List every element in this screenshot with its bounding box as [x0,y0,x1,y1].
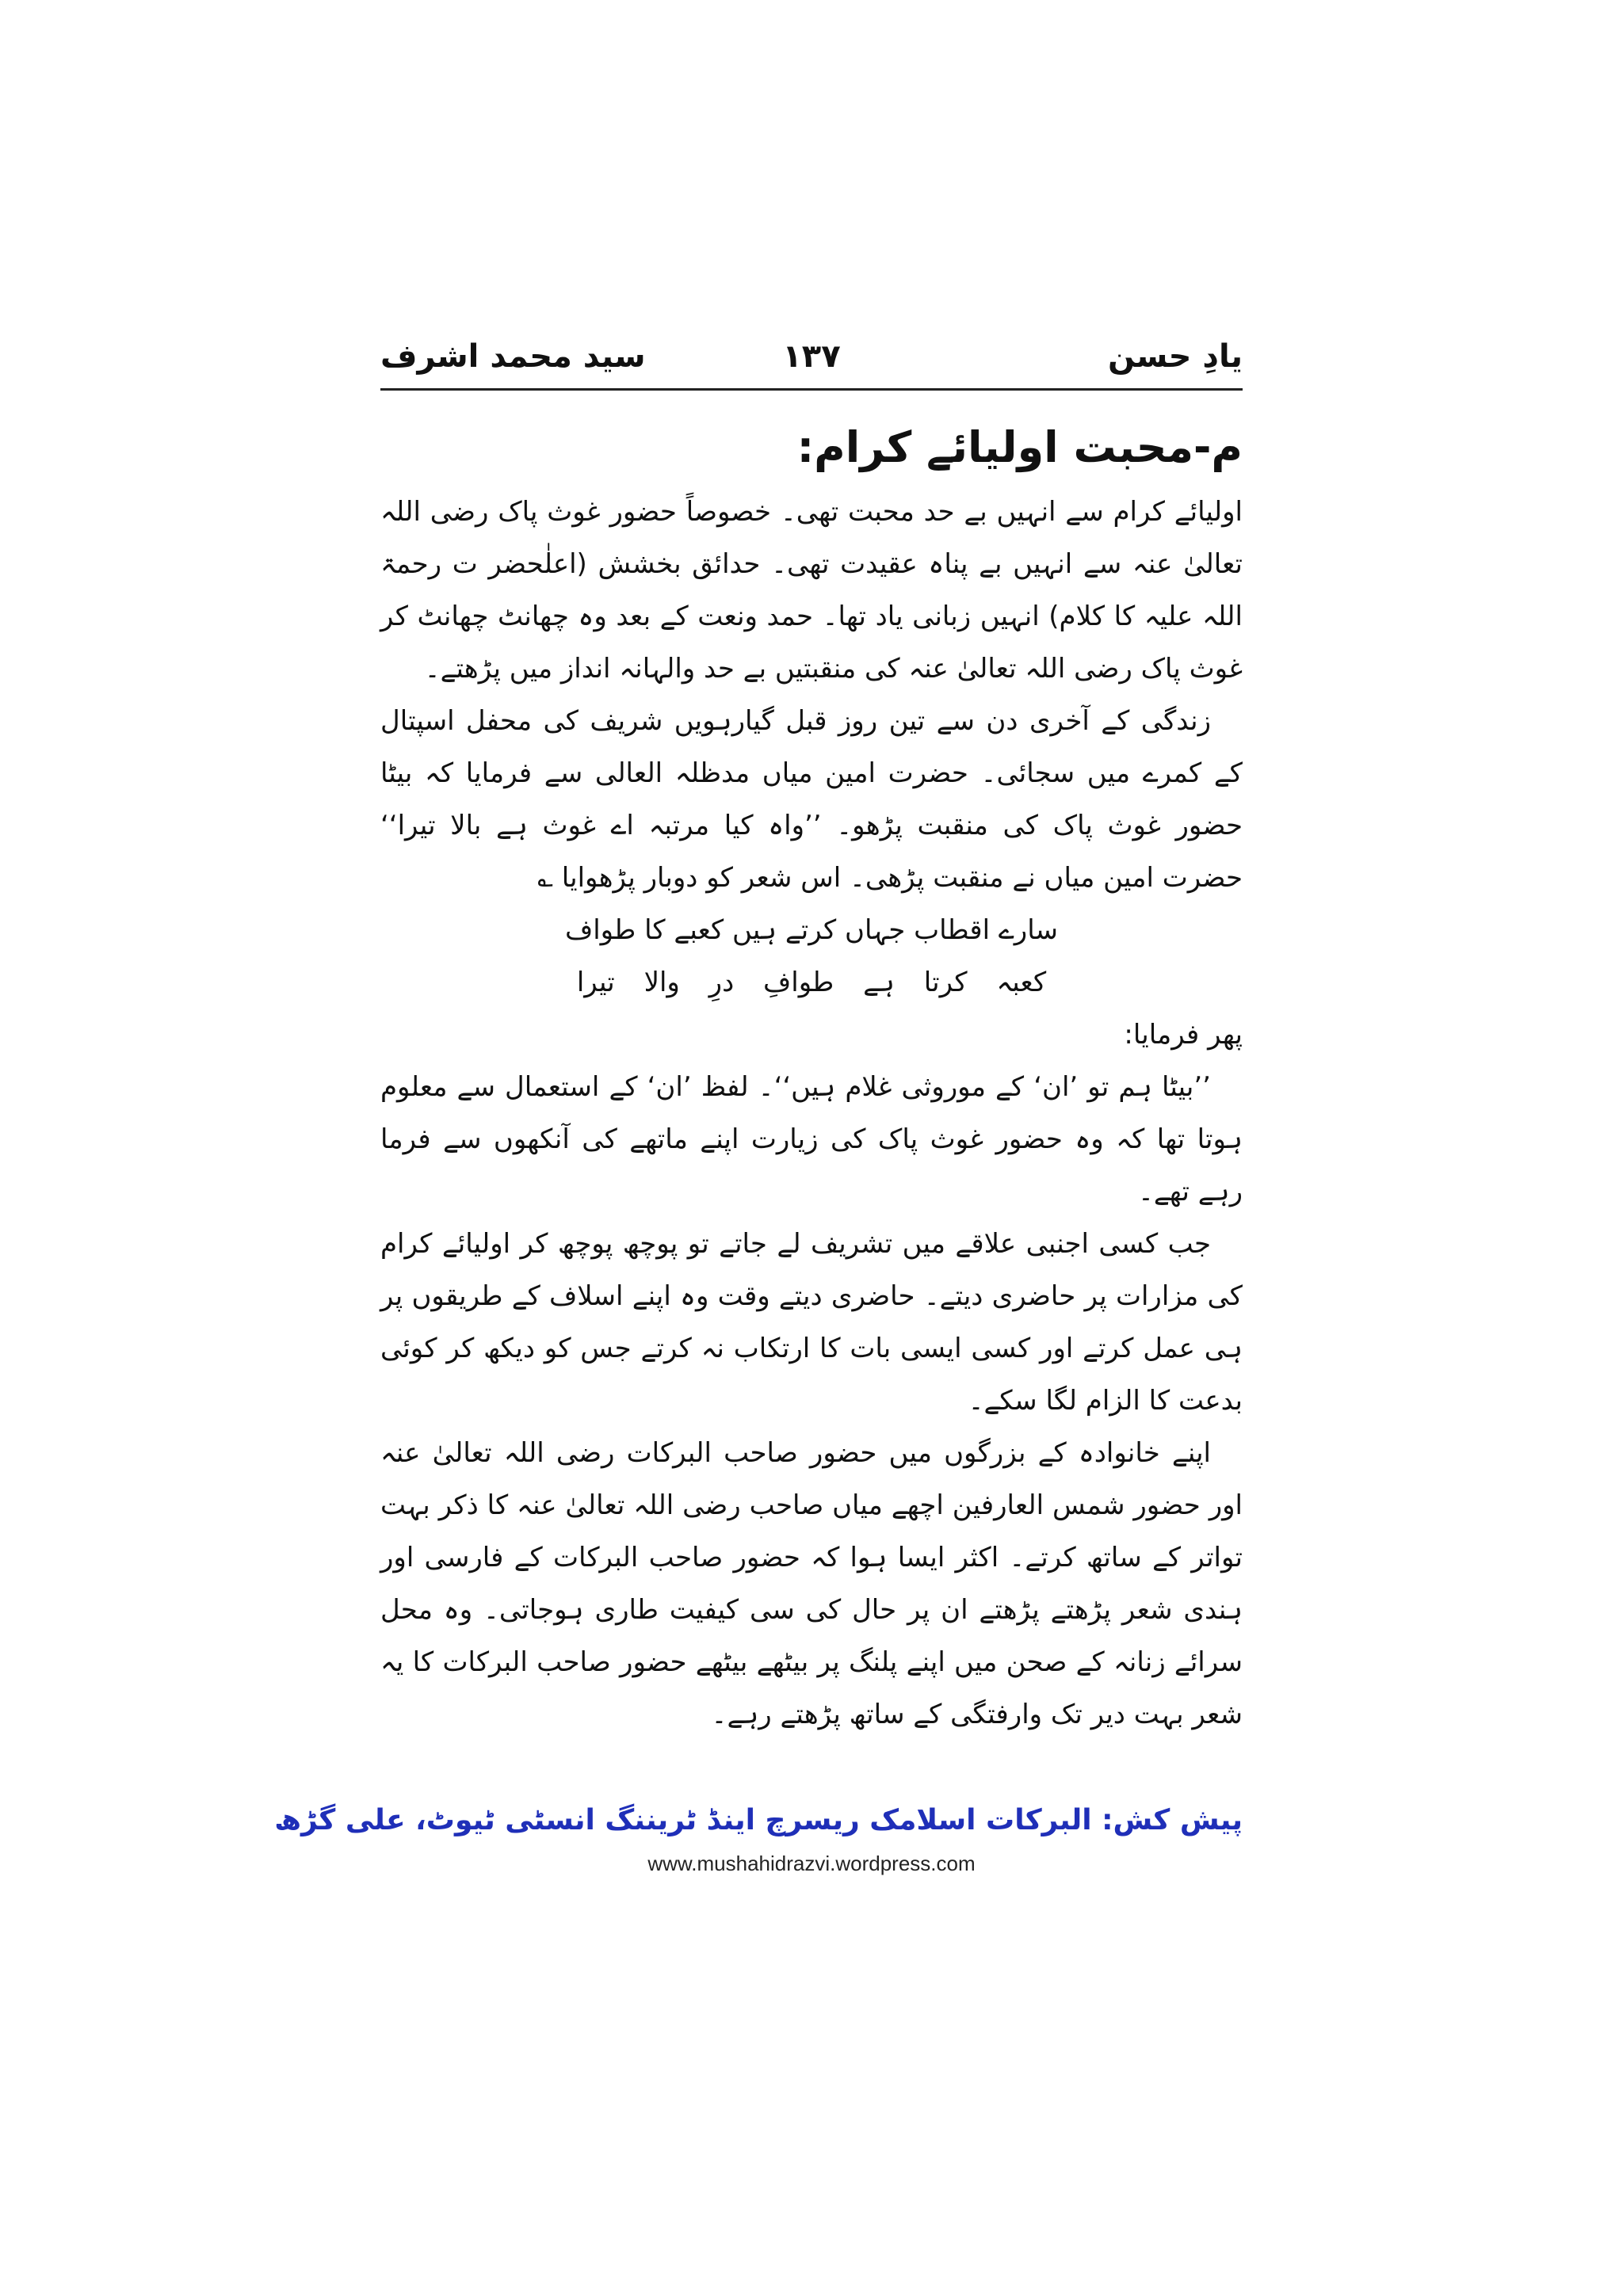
author-name: سید محمد اشرف [380,338,646,375]
verse-couplet [380,904,1243,1009]
paragraph-2: زندگی کے آخری دن سے تین روز قبل گیارہویں شریف کی محفل اسپتال کے کمرے میں سجائی۔ حضرت امین میاں مدظلہ العالی سے فرمایا کہ بیٹا حضور غوث پاک کی منقبت پڑھو۔ ’’واہ کیا مرتبہ اے غوث ہے بالا تیرا‘‘ حضرت امین میاں نے منقبت پڑھی۔ اس شعر کو دوبار پڑھوایا ؎ [380,705,1243,894]
verse-line-1: سارے اقطاب جہاں کرتے ہیں کعبے کا طواف [564,914,1059,946]
paragraph-5: اپنے خانوادہ کے بزرگوں میں حضور صاحب البرکات رضی اللہ تعالیٰ عنہ اور حضور شمس العارفین اچھے میاں صاحب رضی اللہ تعالیٰ عنہ کا ذکر بہت تواتر کے ساتھ کرتے۔ اکثر ایسا ہوا کہ حضور صاحب البرکات کے فارسی اور ہندی شعر پڑھتے پڑھتے ان پر حال کی سی کیفیت طاری ہوجاتی۔ وہ محل سرائے زنانہ کے صحن میں اپنے پلنگ پر بیٹھے بیٹھے حضور صاحب البرکات کا یہ شعر بہت دیر تک وارفتگی کے ساتھ پڑھتے رہے۔ [380,1437,1243,1730]
page-number: ۱۳۷ [782,338,841,375]
website-url: www.mushahidrazvi.wordpress.com [647,1852,976,1875]
book-title: یادِ حسن [1107,338,1243,375]
publisher-credit: پیش کش: البرکات اسلامک ریسرچ اینڈ ٹریننگ انسٹی ٹیوٹ، علی گڑھ [274,1804,1243,1836]
paragraph-4: جب کسی اجنبی علاقے میں تشریف لے جاتے تو پوچھ پوچھ کر اولیائے کرام کی مزارات پر حاضری دیتے۔ حاضری دیتے وقت وہ اپنے اسلاف کے طریقوں پر ہی عمل کرتے اور کسی ایسی بات کا ارتکاب نہ کرتے جس کو دیکھ کر کوئی بدعت کا الزام لگا سکے۔ [380,1228,1243,1417]
section-heading: م-محبت اولیائے کرام: [796,422,1243,472]
body-text [380,416,1243,1741]
then-said-label: پھر فرمایا: [1124,1019,1243,1051]
header-rule [380,388,1243,391]
running-header [380,333,1243,380]
paragraph-3: ’’بیٹا ہم تو ’ان‘ کے موروثی غلام ہیں‘‘۔ لفظ ’ان‘ کے استعمال سے معلوم ہوتا تھا کہ وہ حضور غوث پاک کی زیارت اپنے ماتھے کی آنکھوں سے فرما رہے تھے۔ [380,1071,1243,1207]
paragraph-1: اولیائے کرام سے انہیں بے حد محبت تھی۔ خصوصاً حضور غوث پاک رضی اللہ تعالیٰ عنہ سے انہیں بے پناہ عقیدت تھی۔ حدائق بخشش (اعلٰحضر ت رحمۃ اللہ علیہ کا کلام) انہیں زبانی یاد تھا۔ حمد ونعت کے بعد وہ چھانٹ چھانٹ کر غوث پاک رضی اللہ تعالیٰ عنہ کی منقبتیں بے حد والہانہ انداز میں پڑھتے۔ [380,496,1243,685]
verse-line-2: کعبہ کرتا ہے طوافِ درِ والا تیرا [576,967,1047,998]
